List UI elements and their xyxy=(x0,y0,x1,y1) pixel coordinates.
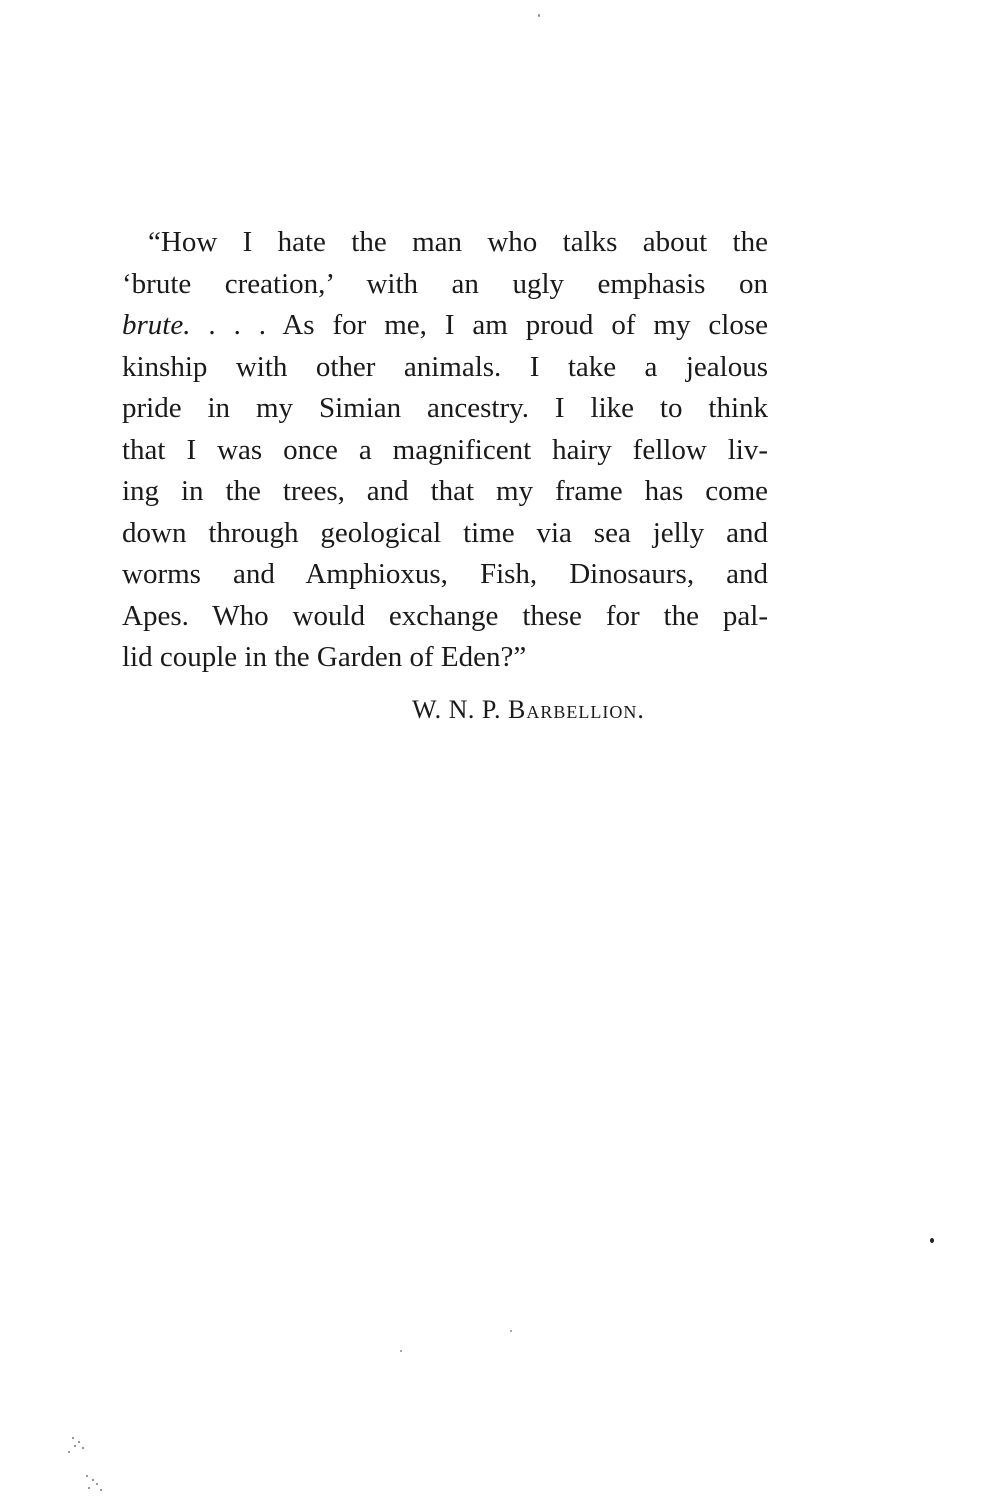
quote-line: down through geological time via sea jelly and xyxy=(122,516,768,549)
quote-line: “How I hate the man who talks about the xyxy=(148,226,768,258)
quote-attribution xyxy=(412,695,645,725)
scan-speck xyxy=(510,1330,512,1332)
quote-line: ing in the trees, and that my frame has come xyxy=(122,475,768,507)
quote-line: pride in my Simian ancestry. I like to think xyxy=(122,392,768,424)
scan-speck xyxy=(930,1238,934,1243)
quote-line: lid couple in the Garden of Eden?” xyxy=(122,641,527,673)
quote-line: that I was once a magnificent hairy fellow liv- xyxy=(122,433,768,466)
quote-line xyxy=(122,305,768,347)
scan-speck xyxy=(538,14,540,17)
attribution-surname: Barbellion. xyxy=(508,695,645,724)
attribution-initials: W. N. P. xyxy=(412,695,509,724)
epigraph-quote xyxy=(122,222,768,679)
scan-speck xyxy=(400,1350,402,1352)
quote-line-rest: . . . As for me, I am proud of my close xyxy=(190,309,768,341)
quote-emphasis: brute. xyxy=(122,309,191,341)
scan-smudge xyxy=(60,1435,110,1495)
quote-line: Apes. Who would exchange these for the pal- xyxy=(122,599,768,632)
quote-line: ‘brute creation,’ with an ugly emphasis on xyxy=(122,267,768,300)
quote-line: kinship with other animals. I take a jealous xyxy=(122,350,768,383)
quote-line: worms and Amphioxus, Fish, Dinosaurs, and xyxy=(122,558,768,590)
